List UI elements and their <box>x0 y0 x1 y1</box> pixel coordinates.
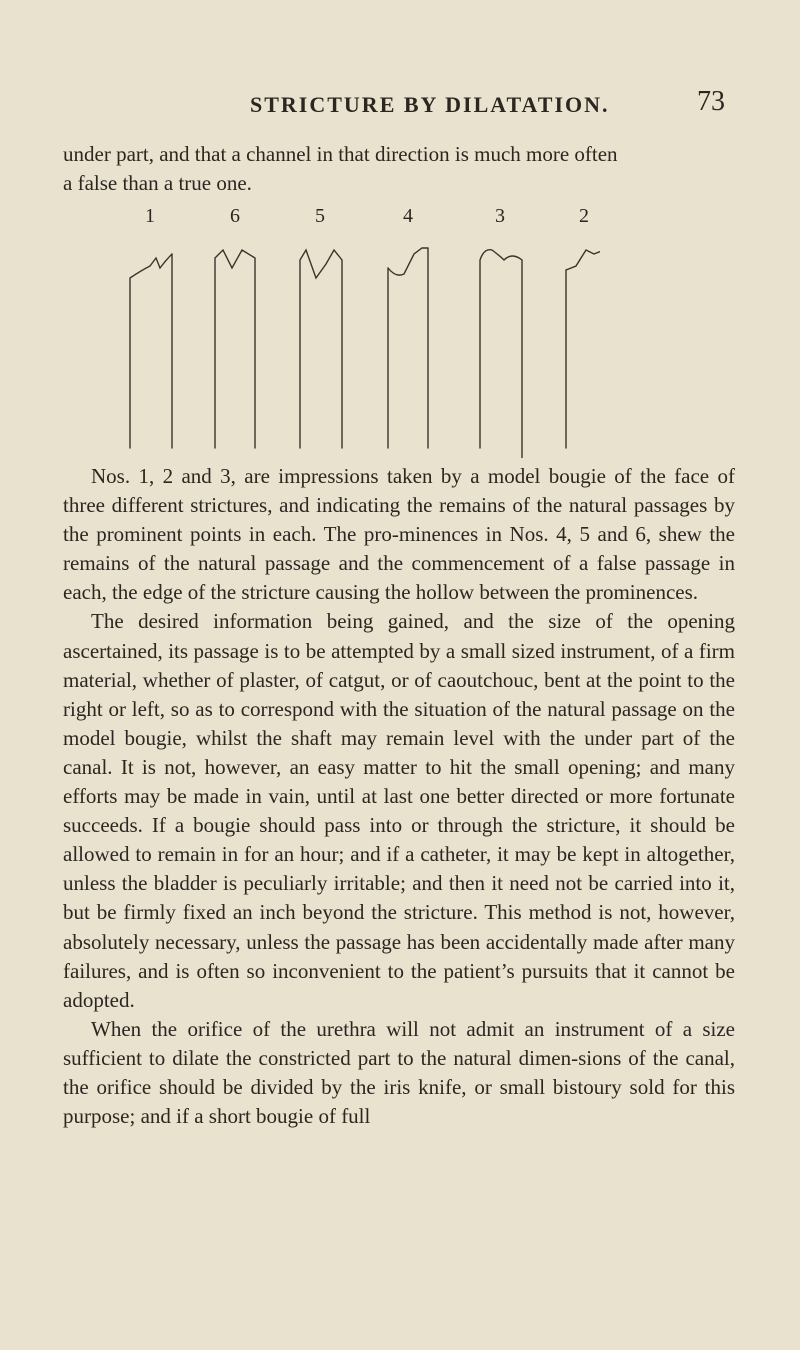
bougie-figure-svg <box>120 198 600 458</box>
bougie-impressions-figure <box>120 198 600 458</box>
bougie-impression-6 <box>215 250 255 448</box>
intro-text <box>63 140 735 198</box>
figure-label-3: 3 <box>495 205 505 227</box>
intro-line-2: a false than a true one. <box>63 171 252 196</box>
bougie-impression-2 <box>566 250 600 448</box>
paragraph-2: The desired information being gained, and the size of the opening ascertained, its passage is to be attempted by a small sized instrument, of a firm material, whether of plaster, of catgut, or of caoutchouc, bent at the point to the right or left, so as to correspond with the situation of the natural passage on the model bougie, whilst the shaft may remain level with the under part of the canal. It is not, however, an easy matter to hit the small opening; and many efforts may be made in vain, until at last one better directed or more fortunate succeeds. If a bougie should pass into or through the stricture, it should be allowed to remain in for an hour; and if a catheter, it may be kept in altogether, unless the bladder is peculiarly irritable; and then it need not be carried into it, but be firmly fixed an inch beyond the stricture. This method is not, however, absolutely necessary, unless the passage has been accidentally made after many failures, and is often so inconvenient to the patient’s pursuits that it cannot be adopted. <box>63 609 735 1012</box>
bougie-impression-5 <box>300 250 342 448</box>
paragraph-3: When the orifice of the urethra will not admit an instrument of a size sufficient to dilate the constricted part to the natural dimen-sions of the canal, the orifice should be divided by the iris knife, or small bistoury sold for this purpose; and if a short bougie of full <box>63 1016 735 1129</box>
page-header <box>90 86 725 126</box>
bougie-impression-3 <box>480 250 522 458</box>
figure-label-6: 6 <box>230 205 240 227</box>
figure-label-4: 4 <box>403 205 413 227</box>
page-number: 73 <box>697 86 725 117</box>
paragraph-1: Nos. 1, 2 and 3, are impressions taken by a model bougie of the face of three different strictures, and indicating the remains of the natural passages by the prominent points in each. The pro-minences in Nos. 4, 5 and 6, shew the remains of the natural passage and the commencement of a false passage in each, the edge of the stricture causing the hollow between the prominences. <box>63 464 735 605</box>
bougie-impression-4 <box>388 248 428 448</box>
intro-line-1: under part, and that a channel in that direction is much more often <box>63 142 618 166</box>
running-title: STRICTURE BY DILATATION. <box>250 92 610 117</box>
figure-label-5: 5 <box>315 205 325 227</box>
body-text <box>63 462 735 1131</box>
bougie-impression-1 <box>130 254 172 448</box>
figure-label-2: 2 <box>579 205 589 227</box>
figure-label-1: 1 <box>145 205 155 227</box>
